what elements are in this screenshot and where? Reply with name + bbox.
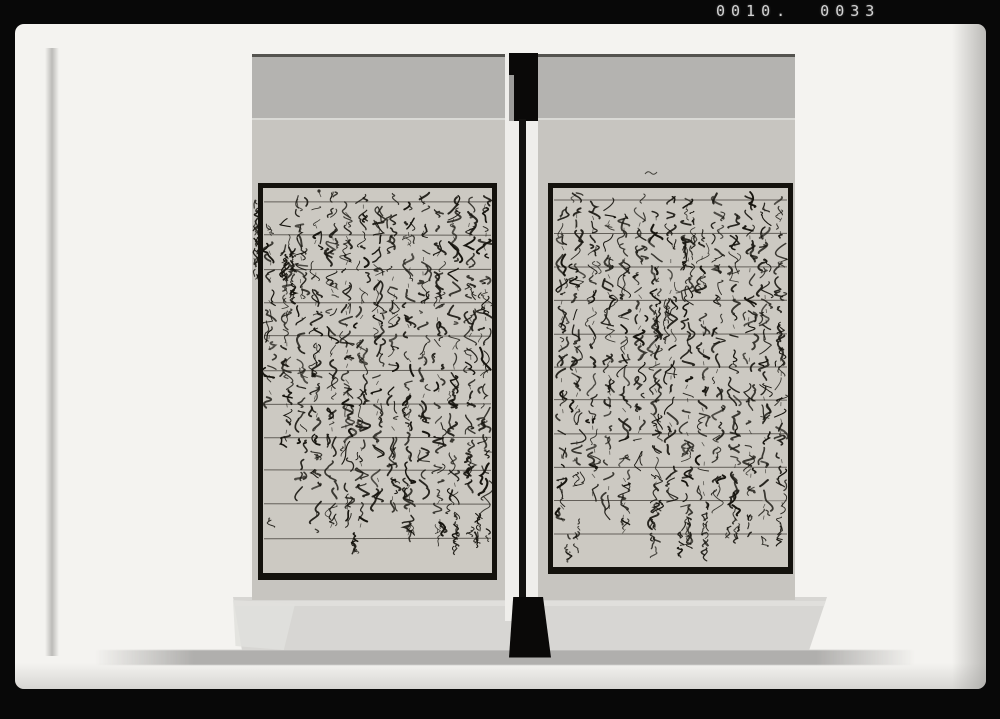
album-leaf-right <box>537 54 795 600</box>
photo-print <box>15 24 986 689</box>
spine-center-line <box>519 119 526 597</box>
top-margin-mark-right <box>643 168 659 178</box>
leaf-right-tissue-edge <box>537 118 795 120</box>
photo-right-shading <box>952 24 986 689</box>
top-margin-mark-left <box>315 187 325 199</box>
leaf-right-top-margin <box>537 57 795 118</box>
film-frame-counter: 0010. 0033 <box>716 2 881 20</box>
text-frame-right <box>548 183 793 574</box>
photo-bottom-shading <box>15 663 986 689</box>
leaf-left-top-margin <box>252 57 505 118</box>
manuscript-ink-left <box>263 188 492 573</box>
spine-head-block <box>509 53 538 121</box>
manuscript-ink-right <box>553 188 788 567</box>
text-frame-left <box>258 183 497 580</box>
album-leaf-left <box>252 54 505 600</box>
leaf-left-tissue-edge <box>252 118 505 120</box>
marginal-annotation-left <box>249 194 263 346</box>
book-board-edge-shadow <box>45 48 59 656</box>
